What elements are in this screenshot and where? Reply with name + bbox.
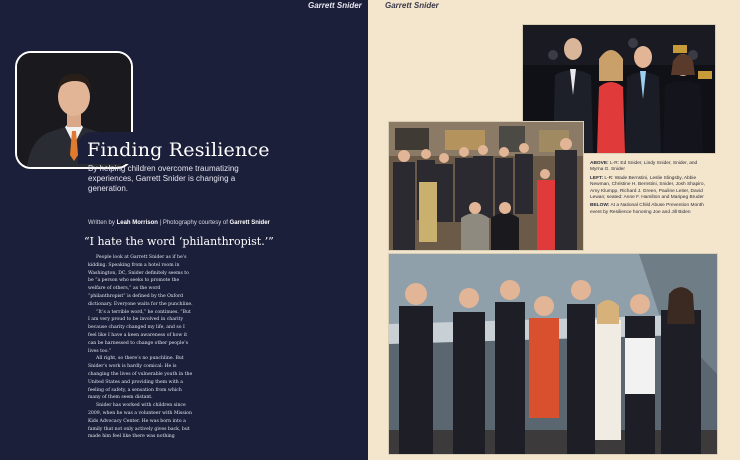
article-subtitle: By helping children overcome traumatizing experiences, Garrett Snider is changing a generation. xyxy=(88,164,239,193)
photo-below-image xyxy=(389,254,717,454)
byline-author: Leah Morrison xyxy=(116,220,158,226)
photo-left-image xyxy=(389,122,583,250)
byline-photographer: Garrett Snider xyxy=(229,220,270,226)
photo-captions xyxy=(590,161,710,218)
caption-text: L-R: Wade Bernstini, Leslie Slingsby, Abbie Newman, Christine H. Bernstini, Snider, Josh Shapiro, Amy Klumpp, Richard J. Green, Pauline Leiter, David Lewan; seated: Anne F. Hamilton and Maripeg Bruder xyxy=(590,175,705,201)
running-head: Garrett Snider xyxy=(385,1,439,10)
byline xyxy=(88,220,270,226)
caption-text: At a National Child Abuse Prevention Month event by Resilience honoring Joe and Jill Biden xyxy=(590,203,704,215)
caption-label: LEFT: xyxy=(590,175,604,181)
photo-left xyxy=(388,121,584,251)
body-paragraph: “It’s a terrible word,” he continues. “But I am very proud to be involved in charity because charity changed my life, and so I feel like I have a keen awareness of how it can be harnessed to change other people’s lives too.” xyxy=(88,309,191,354)
body-paragraph: All right, so there’s no punchline. But Snider’s work is hardly comical: He is changing the lives of vulnerable youth in the United States and providing them with a feeling of safety, a sensation from which many of them seem distant. xyxy=(88,356,193,401)
caption-label: BELOW: xyxy=(590,203,610,209)
caption-below xyxy=(590,203,710,216)
caption-above xyxy=(590,161,710,174)
article-title: Finding Resilience xyxy=(87,139,270,161)
caption-label: ABOVE: xyxy=(590,161,609,166)
body-paragraph: Snider has worked with children since 2009, when he was a volunteer with Mission Kids Advocacy Center. He was born into a family that not only actively gives back, but made him feel like there was nothing xyxy=(88,403,192,440)
byline-separator: | xyxy=(159,220,162,226)
left-page xyxy=(0,0,368,460)
pull-quote: “I hate the word ‘philanthropist.’” xyxy=(84,235,274,248)
caption-left xyxy=(590,176,710,202)
byline-written-label: Written by xyxy=(88,220,115,226)
running-head: Garrett Snider xyxy=(308,1,362,10)
photo-below xyxy=(388,253,718,455)
caption-text: L-R: Ed Snider, Lindy Snider, Snider, and Myrna G. Snider xyxy=(590,161,698,173)
body-paragraph: People look at Garrett Snider as if he’s kidding. Speaking from a hotel room in Washington, DC, Snider definitely seems to be “a person who seeks to promote the welfare of others,” as the word “philanthropist” is defined by the Oxford dictionary. Everyone waits for the punchline. xyxy=(88,255,193,307)
article-body xyxy=(88,254,194,441)
byline-photo-label: Photography courtesy of xyxy=(162,220,228,226)
